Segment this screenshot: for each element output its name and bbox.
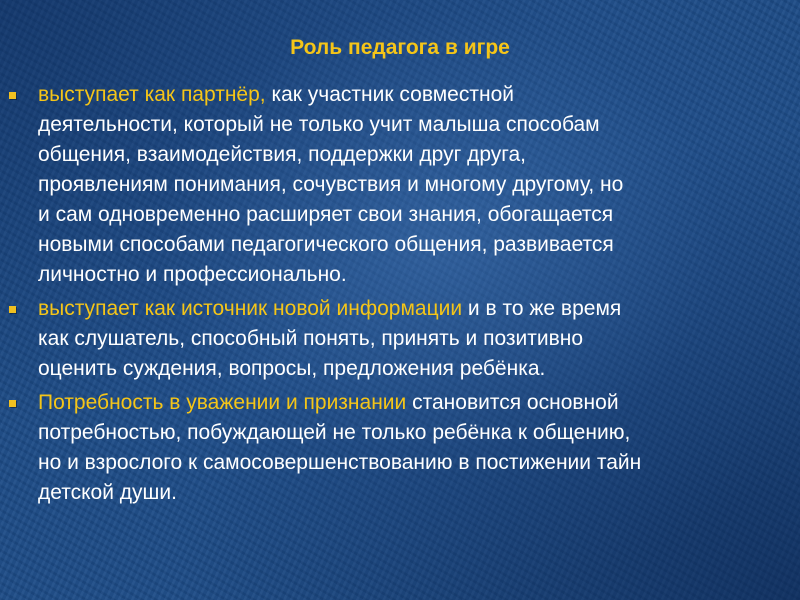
bullet-line: оценить суждения, вопросы, предложения ребёнка. xyxy=(38,357,546,380)
bullet-line: потребностью, побуждающей не только ребёнка к общению, xyxy=(38,421,631,444)
bullet-line xyxy=(38,388,800,418)
bullet-line: деятельности, который не только учит малыша способам xyxy=(38,113,600,136)
square-bullet-icon xyxy=(9,400,16,407)
bullet-text: как участник совместной xyxy=(265,83,514,106)
bullet-item-partner xyxy=(0,80,800,290)
bullet-line: но и взрослого к самосовершенствованию в постижении тайн xyxy=(38,451,642,474)
bullet-list xyxy=(0,80,800,512)
bullet-line: как слушатель, способный понять, принять и позитивно xyxy=(38,327,584,350)
slide-title: Роль педагога в игре xyxy=(290,36,510,59)
bullet-item-information-source xyxy=(0,294,800,384)
bullet-line xyxy=(38,80,800,110)
bullet-line: общения, взаимодействия, поддержки друг друга, xyxy=(38,143,526,166)
bullet-line xyxy=(38,294,800,324)
bullet-text: становится основной xyxy=(406,391,619,414)
bullet-line: личностно и профессионально. xyxy=(38,263,347,286)
bullet-highlight: выступает как источник новой информации xyxy=(38,297,463,320)
square-bullet-icon xyxy=(9,92,16,99)
bullet-line: и сам одновременно расширяет свои знания, обогащается xyxy=(38,203,614,226)
bullet-text: и в то же время xyxy=(462,297,622,320)
bullet-highlight: Потребность в уважении и признании xyxy=(38,391,407,414)
bullet-item-respect-need xyxy=(0,388,800,508)
bullet-line: новыми способами педагогического общения, развивается xyxy=(38,233,614,256)
bullet-line: детской души. xyxy=(38,481,177,504)
square-bullet-icon xyxy=(9,306,16,313)
bullet-line: проявлениям понимания, сочувствия и многому другому, но xyxy=(38,173,624,196)
bullet-highlight: выступает как партнёр, xyxy=(38,83,266,106)
